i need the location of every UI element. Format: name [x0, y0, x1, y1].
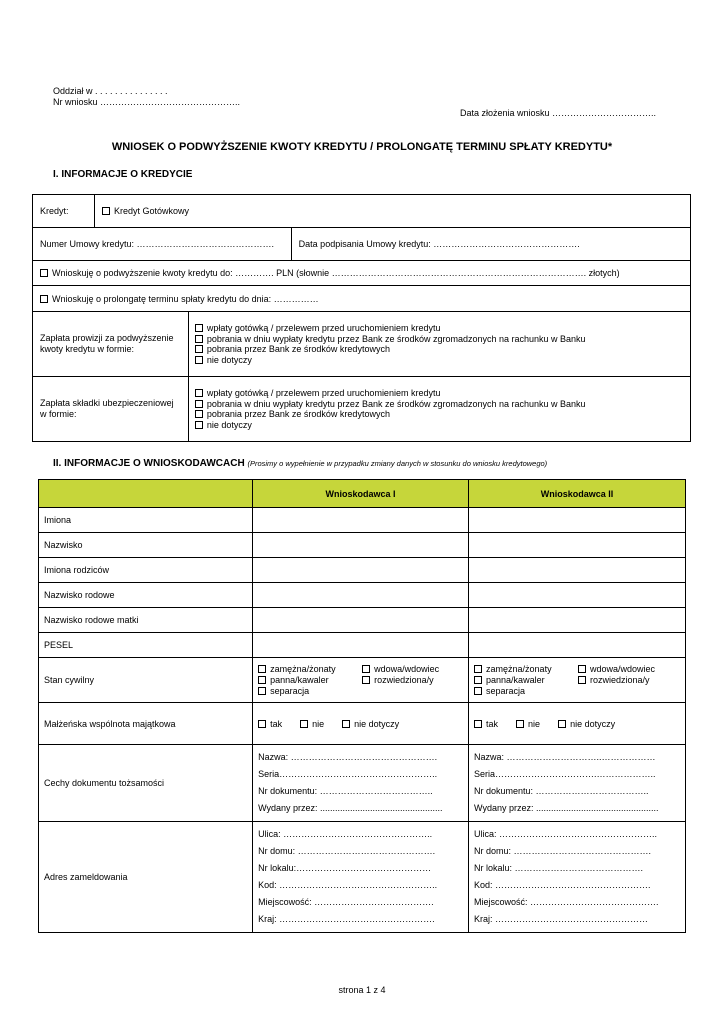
insurance-label: Zapłata składki ubezpieczeniowej w formie: — [33, 377, 189, 442]
civil-widowed-checkbox[interactable] — [578, 665, 586, 673]
city-field[interactable]: Miejscowość: ……………………………………. — [474, 897, 659, 907]
option-label: wpłaty gotówką / przelewem przed uruchomieniem kredytu — [206, 323, 441, 333]
credit-option-label: Kredyt Gotówkowy — [113, 206, 189, 216]
option-label: pobrania przez Bank ze środków kredytowych — [206, 409, 390, 419]
commission-credit-funds-checkbox[interactable] — [195, 345, 203, 353]
commission-options — [188, 312, 690, 377]
option-label: wdowa/wdowiec — [590, 663, 656, 674]
option-label: zamężna/żonaty — [486, 663, 552, 674]
insurance-credit-funds-checkbox[interactable] — [195, 410, 203, 418]
insurance-account-checkbox[interactable] — [195, 400, 203, 408]
property-label: Małżeńska wspólnota majątkowa — [39, 703, 253, 745]
option-label: separacja — [270, 685, 310, 696]
applicant-2-parents-input[interactable] — [469, 558, 686, 583]
option-label: rozwiedziona/y — [374, 674, 434, 685]
page-title: WNIOSEK O PODWYŻSZENIE KWOTY KREDYTU / PROLONGATĘ TERMINU SPŁATY KREDYTU* — [111, 141, 613, 153]
increase-request-cell — [33, 261, 691, 286]
property-na-checkbox[interactable] — [558, 720, 566, 728]
parents-label: Imiona rodziców — [39, 558, 253, 583]
applicant-2-first-names-input[interactable] — [469, 508, 686, 533]
id-number-field[interactable]: Nr dokumentu: ……………………………….. — [474, 786, 649, 796]
property-yes-checkbox[interactable] — [474, 720, 482, 728]
applicant-2-pesel-input[interactable] — [469, 633, 686, 658]
option-label: panna/kawaler — [486, 674, 545, 685]
credit-type-cell — [94, 195, 690, 228]
civil-married-checkbox[interactable] — [258, 665, 266, 673]
insurance-options — [188, 377, 690, 442]
civil-status-label: Stan cywilny — [39, 658, 253, 703]
application-date-field[interactable]: Data złożenia wniosku …………………………….. — [460, 108, 657, 118]
applicant-1-civil-status — [253, 658, 469, 703]
commission-na-checkbox[interactable] — [195, 356, 203, 364]
applicant-1-header: Wnioskodawca I — [253, 480, 469, 508]
applicant-1-surname-input[interactable] — [253, 533, 469, 558]
applicant-1-mother-family-name-input[interactable] — [253, 608, 469, 633]
civil-single-checkbox[interactable] — [474, 676, 482, 684]
prolong-request-text: Wnioskuję o prolongatę terminu spłaty kredytu do dnia: …………… — [52, 293, 319, 304]
option-label: pobrania przez Bank ze środków kredytowych — [206, 344, 390, 354]
applicant-2-family-name-input[interactable] — [469, 583, 686, 608]
mother-family-name-label: Nazwisko rodowe matki — [39, 608, 253, 633]
address-label: Adres zameldowania — [39, 822, 253, 933]
option-label: tak — [270, 718, 283, 729]
id-doc-label: Cechy dokumentu tożsamości — [39, 745, 253, 822]
id-issuer-field[interactable]: Wydany przez: ................................................. — [474, 803, 659, 813]
city-field[interactable]: Miejscowość: …………………………………. — [258, 897, 434, 907]
increase-checkbox[interactable] — [40, 269, 48, 277]
section-2-note: (Prosimy o wypełnienie w przypadku zmiany danych w stosunku do wniosku kredytowego) — [247, 459, 548, 468]
id-series-field[interactable]: Seria…………………………………………….. — [258, 769, 438, 779]
prolong-checkbox[interactable] — [40, 295, 48, 303]
option-label: nie dotyczy — [354, 718, 400, 729]
insurance-na-checkbox[interactable] — [195, 421, 203, 429]
applicant-2-id-doc — [469, 745, 686, 822]
postal-code-field[interactable]: Kod: …………………………………………….. — [258, 880, 438, 890]
street-field[interactable]: Ulica: …………………………………………….. — [474, 829, 658, 839]
section-2-heading-block — [53, 458, 547, 469]
option-label: nie dotyczy — [206, 354, 252, 365]
property-no-checkbox[interactable] — [516, 720, 524, 728]
application-number-field[interactable]: Nr wniosku ……………………………………….. — [53, 97, 241, 107]
option-label: wpłaty gotówką / przelewem przed uruchomieniem kredytu — [206, 388, 441, 398]
applicant-1-address — [253, 822, 469, 933]
applicant-1-property — [253, 703, 469, 745]
pesel-label: PESEL — [39, 633, 253, 658]
credit-label: Kredyt: — [33, 195, 95, 228]
header-empty — [39, 480, 253, 508]
option-label: separacja — [486, 685, 526, 696]
civil-single-checkbox[interactable] — [258, 676, 266, 684]
header-block — [53, 86, 240, 108]
applicant-2-surname-input[interactable] — [469, 533, 686, 558]
applicant-1-family-name-input[interactable] — [253, 583, 469, 608]
civil-separated-checkbox[interactable] — [474, 687, 482, 695]
commission-label: Zapłata prowizji za podwyższenie kwoty kredytu w formie: — [33, 312, 189, 377]
street-field[interactable]: Ulica: ………………………………………….. — [258, 829, 433, 839]
applicants-table — [38, 479, 686, 933]
contract-date-field[interactable]: Data podpisania Umowy kredytu: …………………………………………. — [291, 228, 690, 261]
option-label: nie — [312, 718, 325, 729]
first-names-label: Imiona — [39, 508, 253, 533]
country-field[interactable]: Kraj: …………………………………………… — [474, 914, 649, 924]
property-na-checkbox[interactable] — [342, 720, 350, 728]
civil-divorced-checkbox[interactable] — [578, 676, 586, 684]
country-field[interactable]: Kraj: ……………………………………………. — [258, 914, 435, 924]
option-label: pobrania w dniu wypłaty kredytu przez Bank ze środków zgromadzonych na rachunku w Banku — [206, 398, 586, 409]
id-number-field[interactable]: Nr dokumentu: ……………………………….. — [258, 786, 433, 796]
postal-code-field[interactable]: Kod: ……………………………………………. — [474, 880, 651, 890]
id-name-field[interactable]: Nazwa: …………………………..……………… — [474, 752, 656, 762]
applicant-2-mother-family-name-input[interactable] — [469, 608, 686, 633]
option-label: zamężna/żonaty — [270, 663, 336, 674]
id-name-field[interactable]: Nazwa: …………………………………………. — [258, 752, 438, 762]
civil-married-checkbox[interactable] — [474, 665, 482, 673]
civil-separated-checkbox[interactable] — [258, 687, 266, 695]
applicant-1-pesel-input[interactable] — [253, 633, 469, 658]
civil-divorced-checkbox[interactable] — [362, 676, 370, 684]
flat-number-field[interactable]: Nr lokalu:……………………………………… — [258, 863, 432, 873]
page-number: strona 1 z 4 — [338, 985, 386, 995]
prolong-request-cell — [33, 286, 691, 312]
house-number-field[interactable]: Nr domu: ………………………………………. — [474, 846, 652, 856]
applicant-1-id-doc — [253, 745, 469, 822]
family-name-label: Nazwisko rodowe — [39, 583, 253, 608]
section-1-heading: I. INFORMACJE O KREDYCIE — [53, 169, 193, 180]
section-2-heading: II. INFORMACJE O WNIOSKODAWCACH — [53, 458, 245, 469]
option-label: wdowa/wdowiec — [374, 663, 440, 674]
applicant-2-header: Wnioskodawca II — [469, 480, 686, 508]
house-number-field[interactable]: Nr domu: ………………………………………. — [258, 846, 436, 856]
option-label: tak — [486, 718, 499, 729]
applicant-1-first-names-input[interactable] — [253, 508, 469, 533]
applicant-2-address — [469, 822, 686, 933]
contract-number-field[interactable]: Numer Umowy kredytu: ………………………………………. — [33, 228, 292, 261]
flat-number-field[interactable]: Nr lokalu: ……………………………………. — [474, 863, 644, 873]
id-series-field[interactable]: Seria…………………………….……………….. — [474, 769, 656, 779]
branch-field[interactable]: Oddział w . . . . . . . . . . . . . . . — [53, 86, 168, 96]
increase-request-text: Wnioskuję o podwyższenie kwoty kredytu do: …………. PLN (słownie …………………………………………………………………………. złotych) — [52, 268, 620, 278]
applicant-1-parents-input[interactable] — [253, 558, 469, 583]
applicant-2-property — [469, 703, 686, 745]
credit-gotowkowy-checkbox[interactable] — [102, 207, 110, 215]
option-label: panna/kawaler — [270, 674, 329, 685]
option-label: nie dotyczy — [206, 419, 252, 430]
option-label: nie — [528, 718, 541, 729]
id-issuer-field[interactable]: Wydany przez: ................................................. — [258, 803, 443, 813]
property-no-checkbox[interactable] — [300, 720, 308, 728]
insurance-cash-checkbox[interactable] — [195, 389, 203, 397]
commission-cash-checkbox[interactable] — [195, 324, 203, 332]
property-yes-checkbox[interactable] — [258, 720, 266, 728]
option-label: nie dotyczy — [570, 718, 616, 729]
applicant-2-civil-status — [469, 658, 686, 703]
option-label: pobrania w dniu wypłaty kredytu przez Bank ze środków zgromadzonych na rachunku w Banku — [206, 333, 586, 344]
commission-account-checkbox[interactable] — [195, 335, 203, 343]
option-label: rozwiedziona/y — [590, 674, 650, 685]
civil-widowed-checkbox[interactable] — [362, 665, 370, 673]
surname-label: Nazwisko — [39, 533, 253, 558]
credit-info-table — [32, 194, 691, 442]
